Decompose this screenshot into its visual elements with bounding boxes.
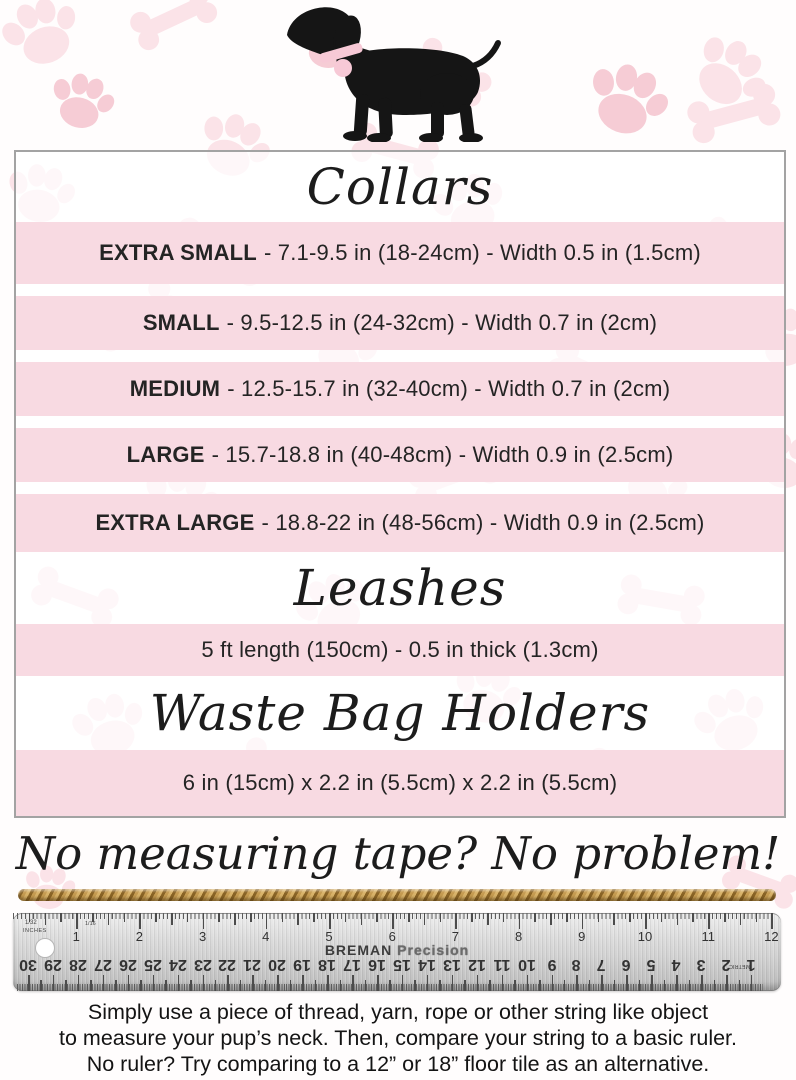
paw-pattern-shape [575,52,680,146]
ruler-tick [203,975,205,991]
stripe-gap [16,284,784,296]
collar-size-row-extra-large [16,494,784,552]
ruler-tick [377,975,379,991]
ruler-tick [327,975,329,991]
instructions-line: to measure your pup’s neck. Then, compare your string to a basic ruler. [59,1025,737,1050]
inch-fraction-label: 1/32 [25,920,37,926]
ruler-tick [165,980,167,991]
ruler-tick [489,980,491,991]
waste-bag-spec: 6 in (15cm) x 2.2 in (5.5cm) x 2.2 in (5.5cm) [182,770,618,795]
cm-number: 12 [467,956,486,973]
cm-number: 2 [721,956,731,973]
cm-number: 15 [393,956,411,973]
cm-number: 18 [318,956,337,973]
ruler-tick [726,975,728,991]
ruler-tick [115,980,117,991]
leashes-title: Leashes [293,559,507,617]
inch-number: 6 [388,929,396,944]
ruler-tick [277,975,279,991]
cm-number: 14 [417,956,436,973]
cm-number: 22 [218,956,237,973]
ruler-tick [714,980,716,991]
cm-number: 29 [44,956,62,973]
cm-scale [13,913,781,991]
ruler-tick [626,975,628,991]
ruler-tick [402,975,404,991]
size-details: - 9.5-12.5 in (24-32cm) - Width 0.7 in (2cm) [226,310,658,335]
cm-number: 6 [621,956,631,973]
paw-pattern-shape [0,0,91,76]
cm-number: 24 [168,956,187,973]
ruler-tick [128,975,130,991]
cm-number: 9 [547,956,556,973]
ruler-tick [340,980,342,991]
ruler-tick [464,980,466,991]
cm-number: 17 [343,956,361,973]
ruler-tick [639,980,641,991]
cm-number: 8 [572,956,581,973]
ruler-tick [265,980,267,991]
ruler-tick [514,980,516,991]
collar-size-row-medium [16,362,784,416]
inch-number: 1 [72,929,80,944]
ruler-brand-name: BREMAN [324,942,393,958]
ruler-tick [53,975,55,991]
inch-number: 2 [135,929,144,944]
cm-number: 21 [243,956,262,973]
ruler-tick [28,975,30,991]
cm-number: 10 [517,956,536,973]
ruler-tick [178,975,180,991]
cm-number: 27 [93,956,112,973]
instructions-text [0,1000,796,1077]
ruler-tick [527,975,529,991]
dog-tail [473,43,498,66]
ruler-brand-word: Precision [397,942,470,958]
collar-size-row-extra-small [16,222,784,284]
ruler-tick [739,980,741,991]
ruler-tick [664,980,666,991]
ruler-tick [78,975,80,991]
ruler-tick [302,975,304,991]
ruler-tick [90,980,92,991]
collar-size-row-large [16,428,784,482]
paw-pattern-shape [42,66,122,136]
stripe-gap [16,350,784,362]
cm-number: 13 [442,956,461,973]
waste-bag-holders-title: Waste Bag Holders [149,684,651,742]
sixteenth-fraction-label: 1/16 [85,921,96,927]
inch-number: 7 [451,929,460,944]
leash-spec-row [16,624,784,676]
ruler-tick [427,975,429,991]
inch-number: 9 [578,929,586,944]
ruler-tick [65,980,67,991]
size-label: EXTRA LARGE [95,510,255,535]
ruler-tick [564,980,566,991]
ruler-tick [190,980,192,991]
cm-number: 25 [143,956,162,973]
ruler-tick [614,980,616,991]
size-label: MEDIUM [129,376,221,401]
size-details: - 15.7-18.8 in (40-48cm) - Width 0.9 in (2.5cm) [211,442,674,467]
instructions-line: Simply use a piece of thread, yarn, rope or other string like object [87,1000,709,1024]
cm-number: 11 [493,956,511,973]
cm-number: 5 [646,956,656,973]
dachshund-icon [285,2,505,142]
size-label: SMALL [142,310,220,335]
no-tape-headline: No measuring tape? No problem! [15,826,781,880]
ruler-tick [389,980,391,991]
rope-illustration [18,889,776,901]
inch-number: 5 [325,929,333,944]
ruler-tick [502,975,504,991]
cm-number: 23 [193,956,212,973]
ruler-tick [365,980,367,991]
size-details: - 7.1-9.5 in (18-24cm) - Width 0.5 in (1.5cm) [263,240,701,265]
collar-size-row-small [16,296,784,350]
cm-number: 20 [268,956,287,973]
waste-bag-spec-row [16,750,784,816]
ruler-tick [290,980,292,991]
ruler-tick [452,975,454,991]
ruler-tick [315,980,317,991]
ruler-tick [103,975,105,991]
ruler-tick [153,975,155,991]
ruler-tick [477,975,479,991]
ruler-tick [40,980,42,991]
metric-label: METRIC [729,963,751,969]
ruler-tick [240,980,242,991]
inch-number: 3 [198,929,207,944]
ruler-tick [252,975,254,991]
inch-number: 11 [701,929,715,944]
size-label: LARGE [126,442,205,467]
ruler-tick [601,975,603,991]
ruler-illustration [13,913,781,991]
cm-number: 4 [671,956,681,973]
ruler-tick [414,980,416,991]
inch-number: 12 [764,929,779,944]
cm-number: 16 [368,956,386,973]
stripe-gap [16,416,784,428]
stripe-gap [16,482,784,494]
ruler-tick [676,975,678,991]
ruler-tick [227,975,229,991]
inches-label: INCHES [23,928,47,934]
ruler-tick [552,975,554,991]
instructions-line: No ruler? Try comparing to a 12” or 18” floor tile as an alternative. [86,1051,710,1076]
ruler-tick [352,975,354,991]
inch-number: 4 [262,929,270,944]
bone-pattern-shape [127,0,221,54]
cm-number: 28 [68,956,87,973]
inch-number: 10 [637,929,653,944]
size-details: - 18.8-22 in (48-56cm) - Width 0.9 in (2.5cm) [261,510,705,535]
ruler-tick [751,975,753,991]
ruler-tick [539,980,541,991]
ruler-tick [439,980,441,991]
ruler-tick [576,975,578,991]
cm-number: 30 [19,956,37,973]
ruler-tick [701,975,703,991]
ruler-tick [140,980,142,991]
cm-number: 7 [596,956,606,973]
ruler-tick [589,980,591,991]
cm-number: 19 [293,956,312,973]
ruler-tick [215,980,217,991]
size-chart-panel [14,150,786,818]
size-details: - 12.5-15.7 in (32-40cm) - Width 0.7 in (2cm) [227,376,671,401]
cm-number: 1 [746,956,756,973]
size-label: EXTRA SMALL [99,240,257,265]
collars-title: Collars [306,158,494,216]
cm-number: 26 [118,956,137,973]
ruler-tick [651,975,653,991]
cm-number: 3 [696,956,706,973]
ruler-tick [689,980,691,991]
leash-spec: 5 ft length (150cm) - 0.5 in thick (1.3cm) [201,637,599,662]
inch-number: 8 [514,929,523,944]
